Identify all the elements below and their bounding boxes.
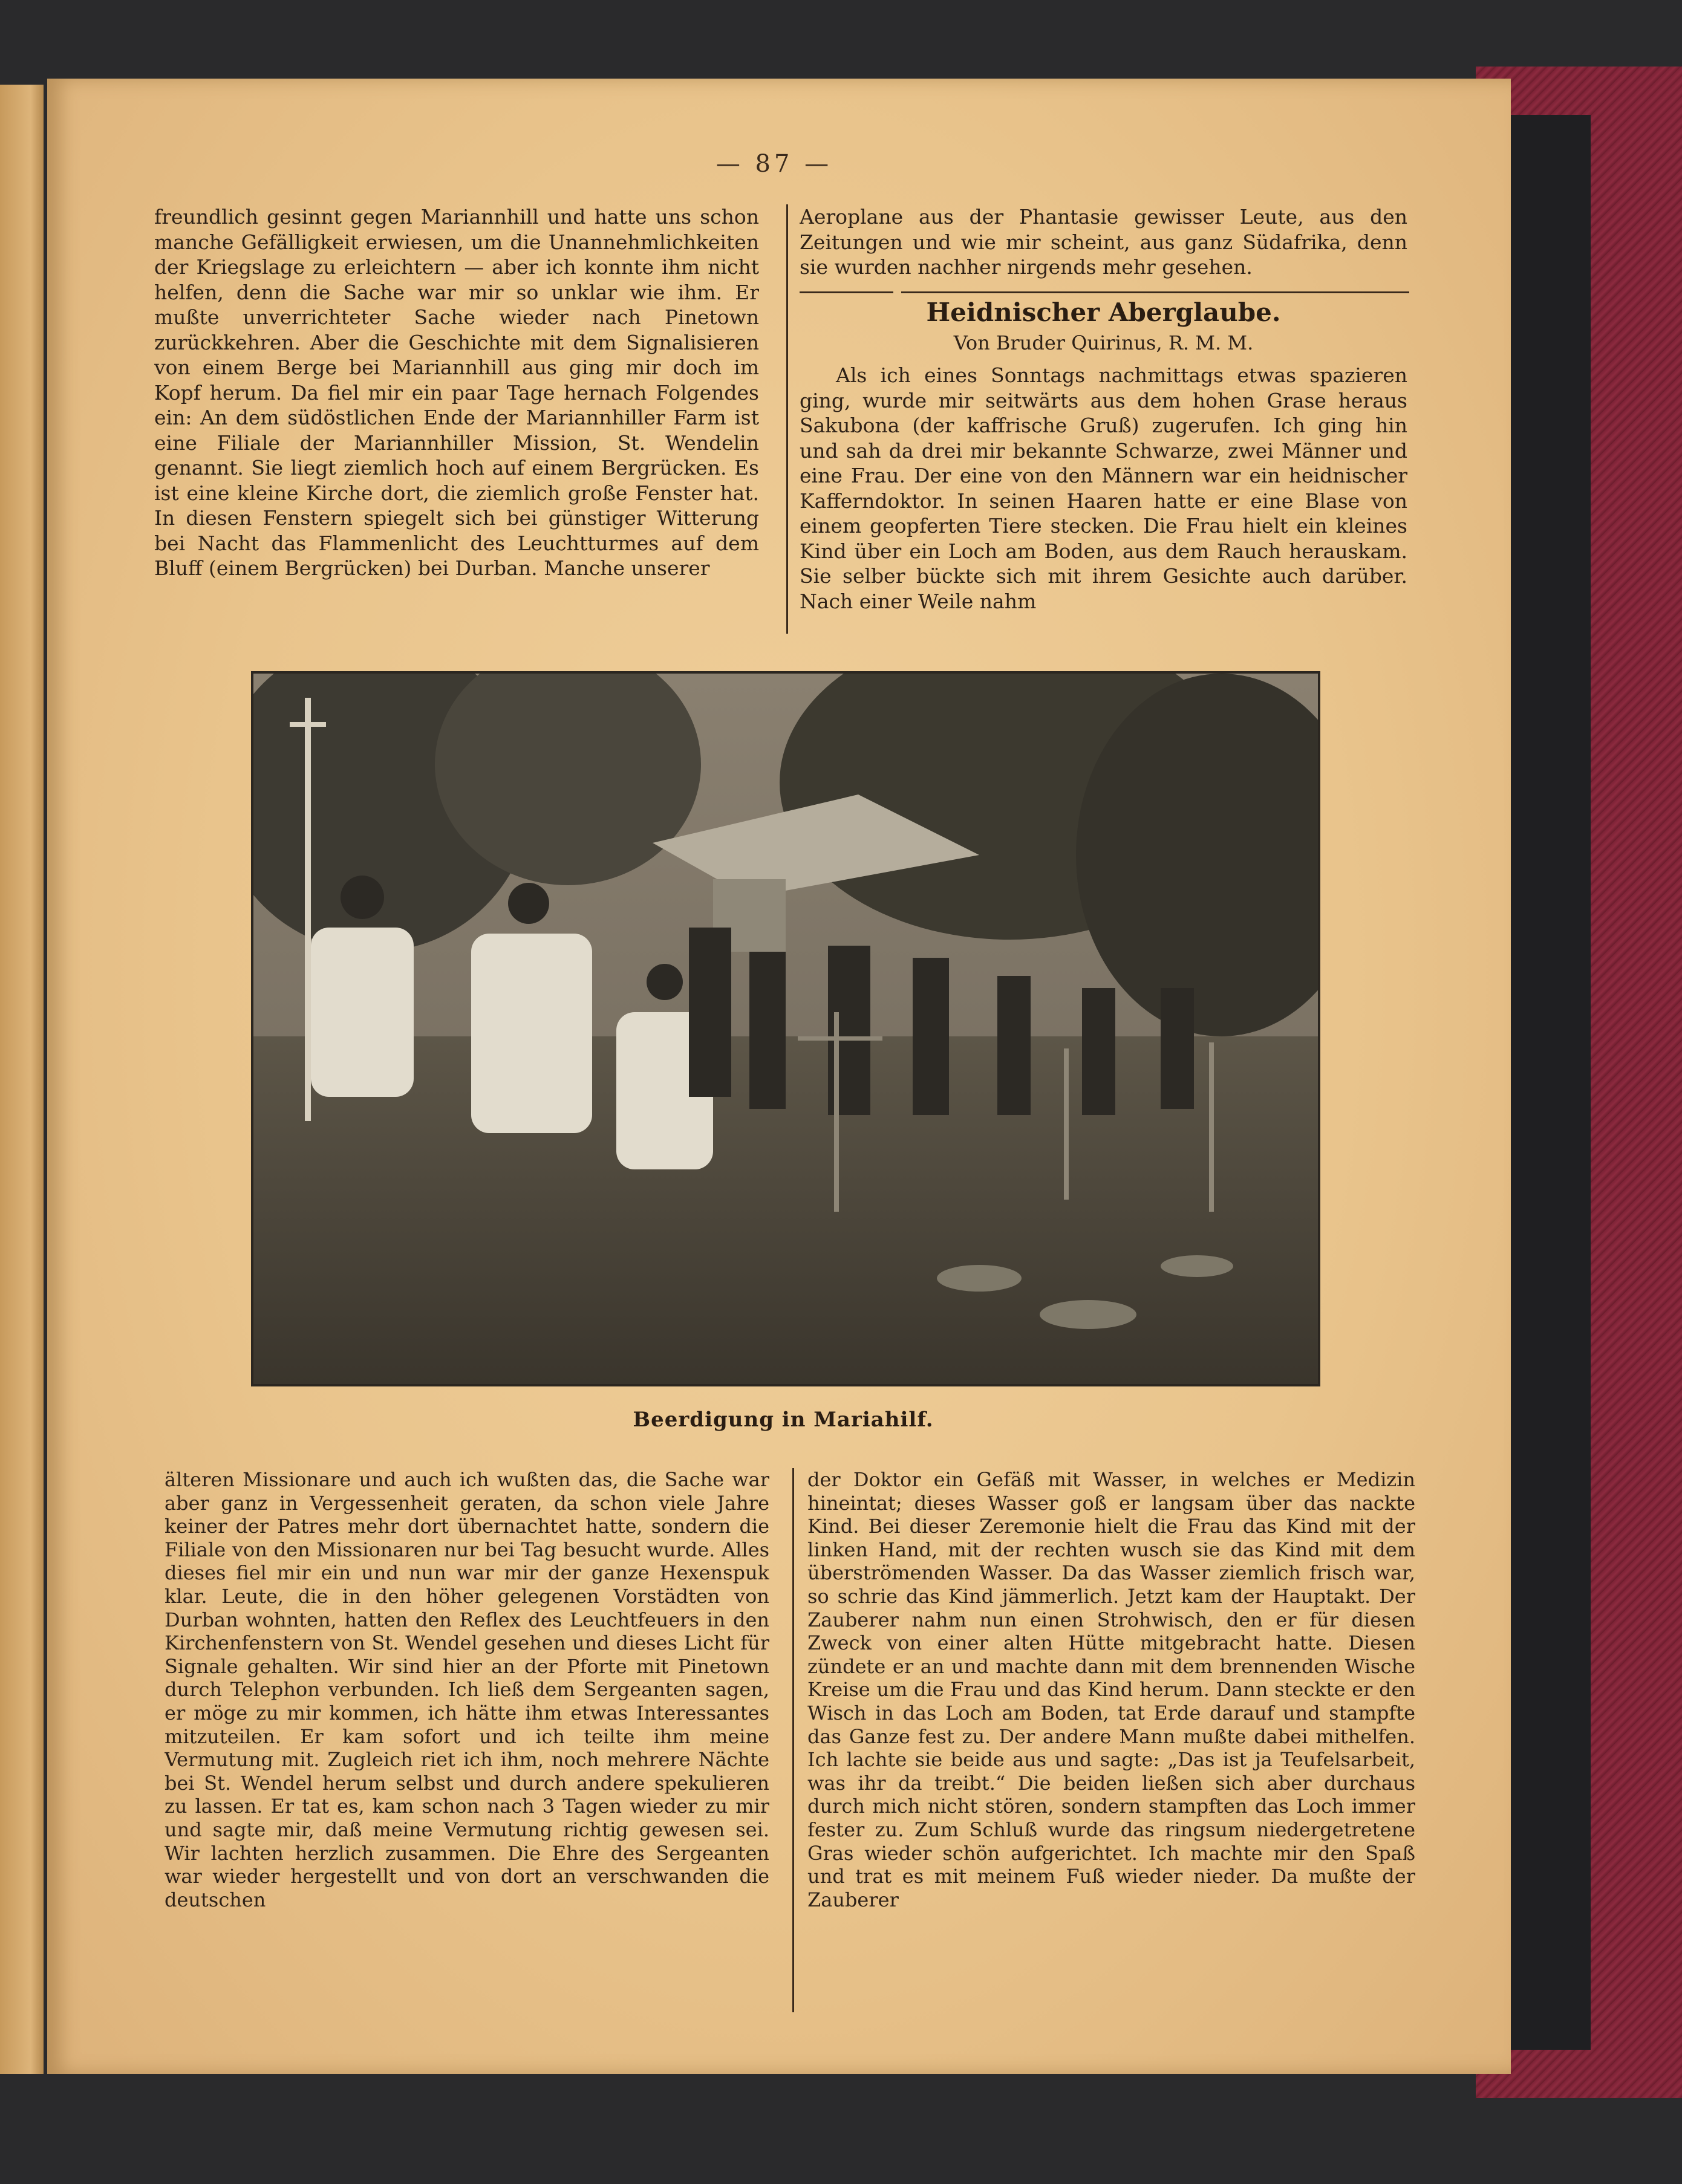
cover-edge (1500, 115, 1591, 2050)
column-divider (786, 204, 788, 634)
bottom-right-column (807, 1468, 1415, 2024)
paragraph: freundlich gesinnt gegen Mariannhill und hatte uns schon manche Gefälligkeit erwiesen, um die Unannehmlichkeiten der Kriegslage zu erleichtern — aber ich konnte ihm nicht helfen, denn die Sache war mir so unklar wie ihm. Er mußte unverrichteter Sache wieder nach Pinetown zurückkehren. Aber die Geschichte mit dem Signalisieren von einem Berge bei Mariannhill aus ging mir doch im Kopf herum. Da fiel mir ein paar Tage hernach Folgendes ein: An dem südöstlichen Ende der Mariannhiller Farm ist eine Filiale der Mariannhiller Mission, St. Wendelin genannt. Sie liegt ziemlich hoch auf einem Bergrücken. Es ist eine kleine Kirche dort, die ziemlich große Fenster hat. In diesen Fenstern spiegelt sich bei günstiger Witterung bei Nacht das Flammenlicht des Leuchtturmes auf dem Bluff (einem Bergrücken) bei Durban. Manche unserer (154, 205, 759, 580)
section-rule (800, 291, 893, 293)
facing-page-edge (0, 85, 44, 2074)
article-headline: Heidnischer Aberglaube. (926, 297, 1281, 327)
paragraph: älteren Missionare und auch ich wußten das, die Sache war aber ganz in Vergessenheit geraten, da schon viele Jahre keiner der Patres mehr dort übernachtet hatte, sondern die Filiale von den Missionaren nur bei Tag besucht wurde. Alles dieses fiel mir ein und nun war mir der ganze Hexenspuk klar. Leute, die in den höher gelegenen Vorstädten von Durban wohnten, hatten den Reflex des Leuchtfeuers in den Kirchenfenstern von St. Wendel gesehen und dieses Licht für Signale gehalten. Wir sind hier an der Pforte mit Pinetown durch Telephon verbunden. Ich ließ dem Sergeanten sagen, er möge zu mir kommen, ich hätte ihm etwas Interessantes mitzuteilen. Er kam sofort und ich teilte ihm meine Vermutung mit. Zugleich riet ich ihm, noch mehrere Nächte bei St. Wendel herum selbst und durch andere spekulieren zu lassen. Er tat es, kam schon nach 3 Tagen wieder zu mir und sagte mir, daß meine Vermutung richtig gewesen sei. Wir lachten herzlich zusammen. Die Ehre des Sergeanten war wieder hergestellt und von dort an verschwanden die deutschen (165, 1468, 769, 1911)
bottom-left-column (165, 1468, 769, 2024)
photograph (251, 671, 1320, 1386)
top-right-lead (800, 204, 1407, 289)
paragraph: Aeroplane aus der Phantasie gewisser Leute, aus den Zeitungen und wie mir scheint, aus ganz Südafrika, denn sie wurden nachher nirgends mehr gesehen. (800, 205, 1407, 279)
section-rule (901, 291, 1409, 293)
top-right-column (800, 363, 1407, 635)
paragraph: Als ich eines Sonntags nachmittags etwas spazieren ging, wurde mir seitwärts aus dem hohen Grase heraus Sakubona (der kaffrische Gruß) zugerufen. Ich ging hin und sah da drei mir bekannte Schwarze, zwei Männer und eine Frau. Der eine von den Männern war ein heidnischer Kafferndoktor. In seinen Haaren hatte er eine Blase von einem geopferten Tiere stecken. Die Frau hielt ein kleines Kind über ein Loch am Boden, aus dem Rauch herauskam. Sie selber bückte sich mit ihrem Gesichte auch darüber. Nach einer Weile nahm (800, 363, 1407, 613)
paragraph: der Doktor ein Gefäß mit Wasser, in welches er Medizin hineintat; dieses Wasser goß er langsam über das nackte Kind. Bei dieser Zeremonie hielt die Frau das Kind mit der linken Hand, mit der rechten wusch sie das Kind mit dem überströmenden Wasser. Da das Wasser ziemlich frisch war, so schrie das Kind jämmerlich. Jetzt kam der Hauptakt. Der Zauberer nahm nun einen Strohwisch, den er für diesen Zweck von einer alten Hütte mitgebracht hatte. Diesen zündete er an und machte dann mit dem brennenden Wische Kreise um die Frau und das Kind herum. Dann steckte er den Wisch in das Loch am Boden, tat Erde darauf und stampfte das Ganze fest zu. Der andere Mann mußte dabei mithelfen. Ich lachte sie beide aus und sagte: „Das ist ja Teufelsarbeit, was ihr da treibt.“ Die beiden ließen sich aber durchaus durch mich nicht stören, sondern stampften das Loch immer fester zu. Zum Schluß wurde das ringsum niedergetretene Gras wieder schön aufgerichtet. Ich machte mir den Spaß und trat es mit meinem Fuß wieder nieder. Da mußte der Zauberer (807, 1468, 1415, 1911)
article-byline: Von Bruder Quirinus, R. M. M. (953, 331, 1254, 354)
page-number: — 87 — (716, 150, 833, 178)
column-divider (792, 1468, 794, 2012)
funeral-procession-photo (253, 674, 1318, 1384)
top-left-column (154, 204, 759, 640)
photo-caption: Beerdigung in Mariahilf. (633, 1408, 934, 1432)
